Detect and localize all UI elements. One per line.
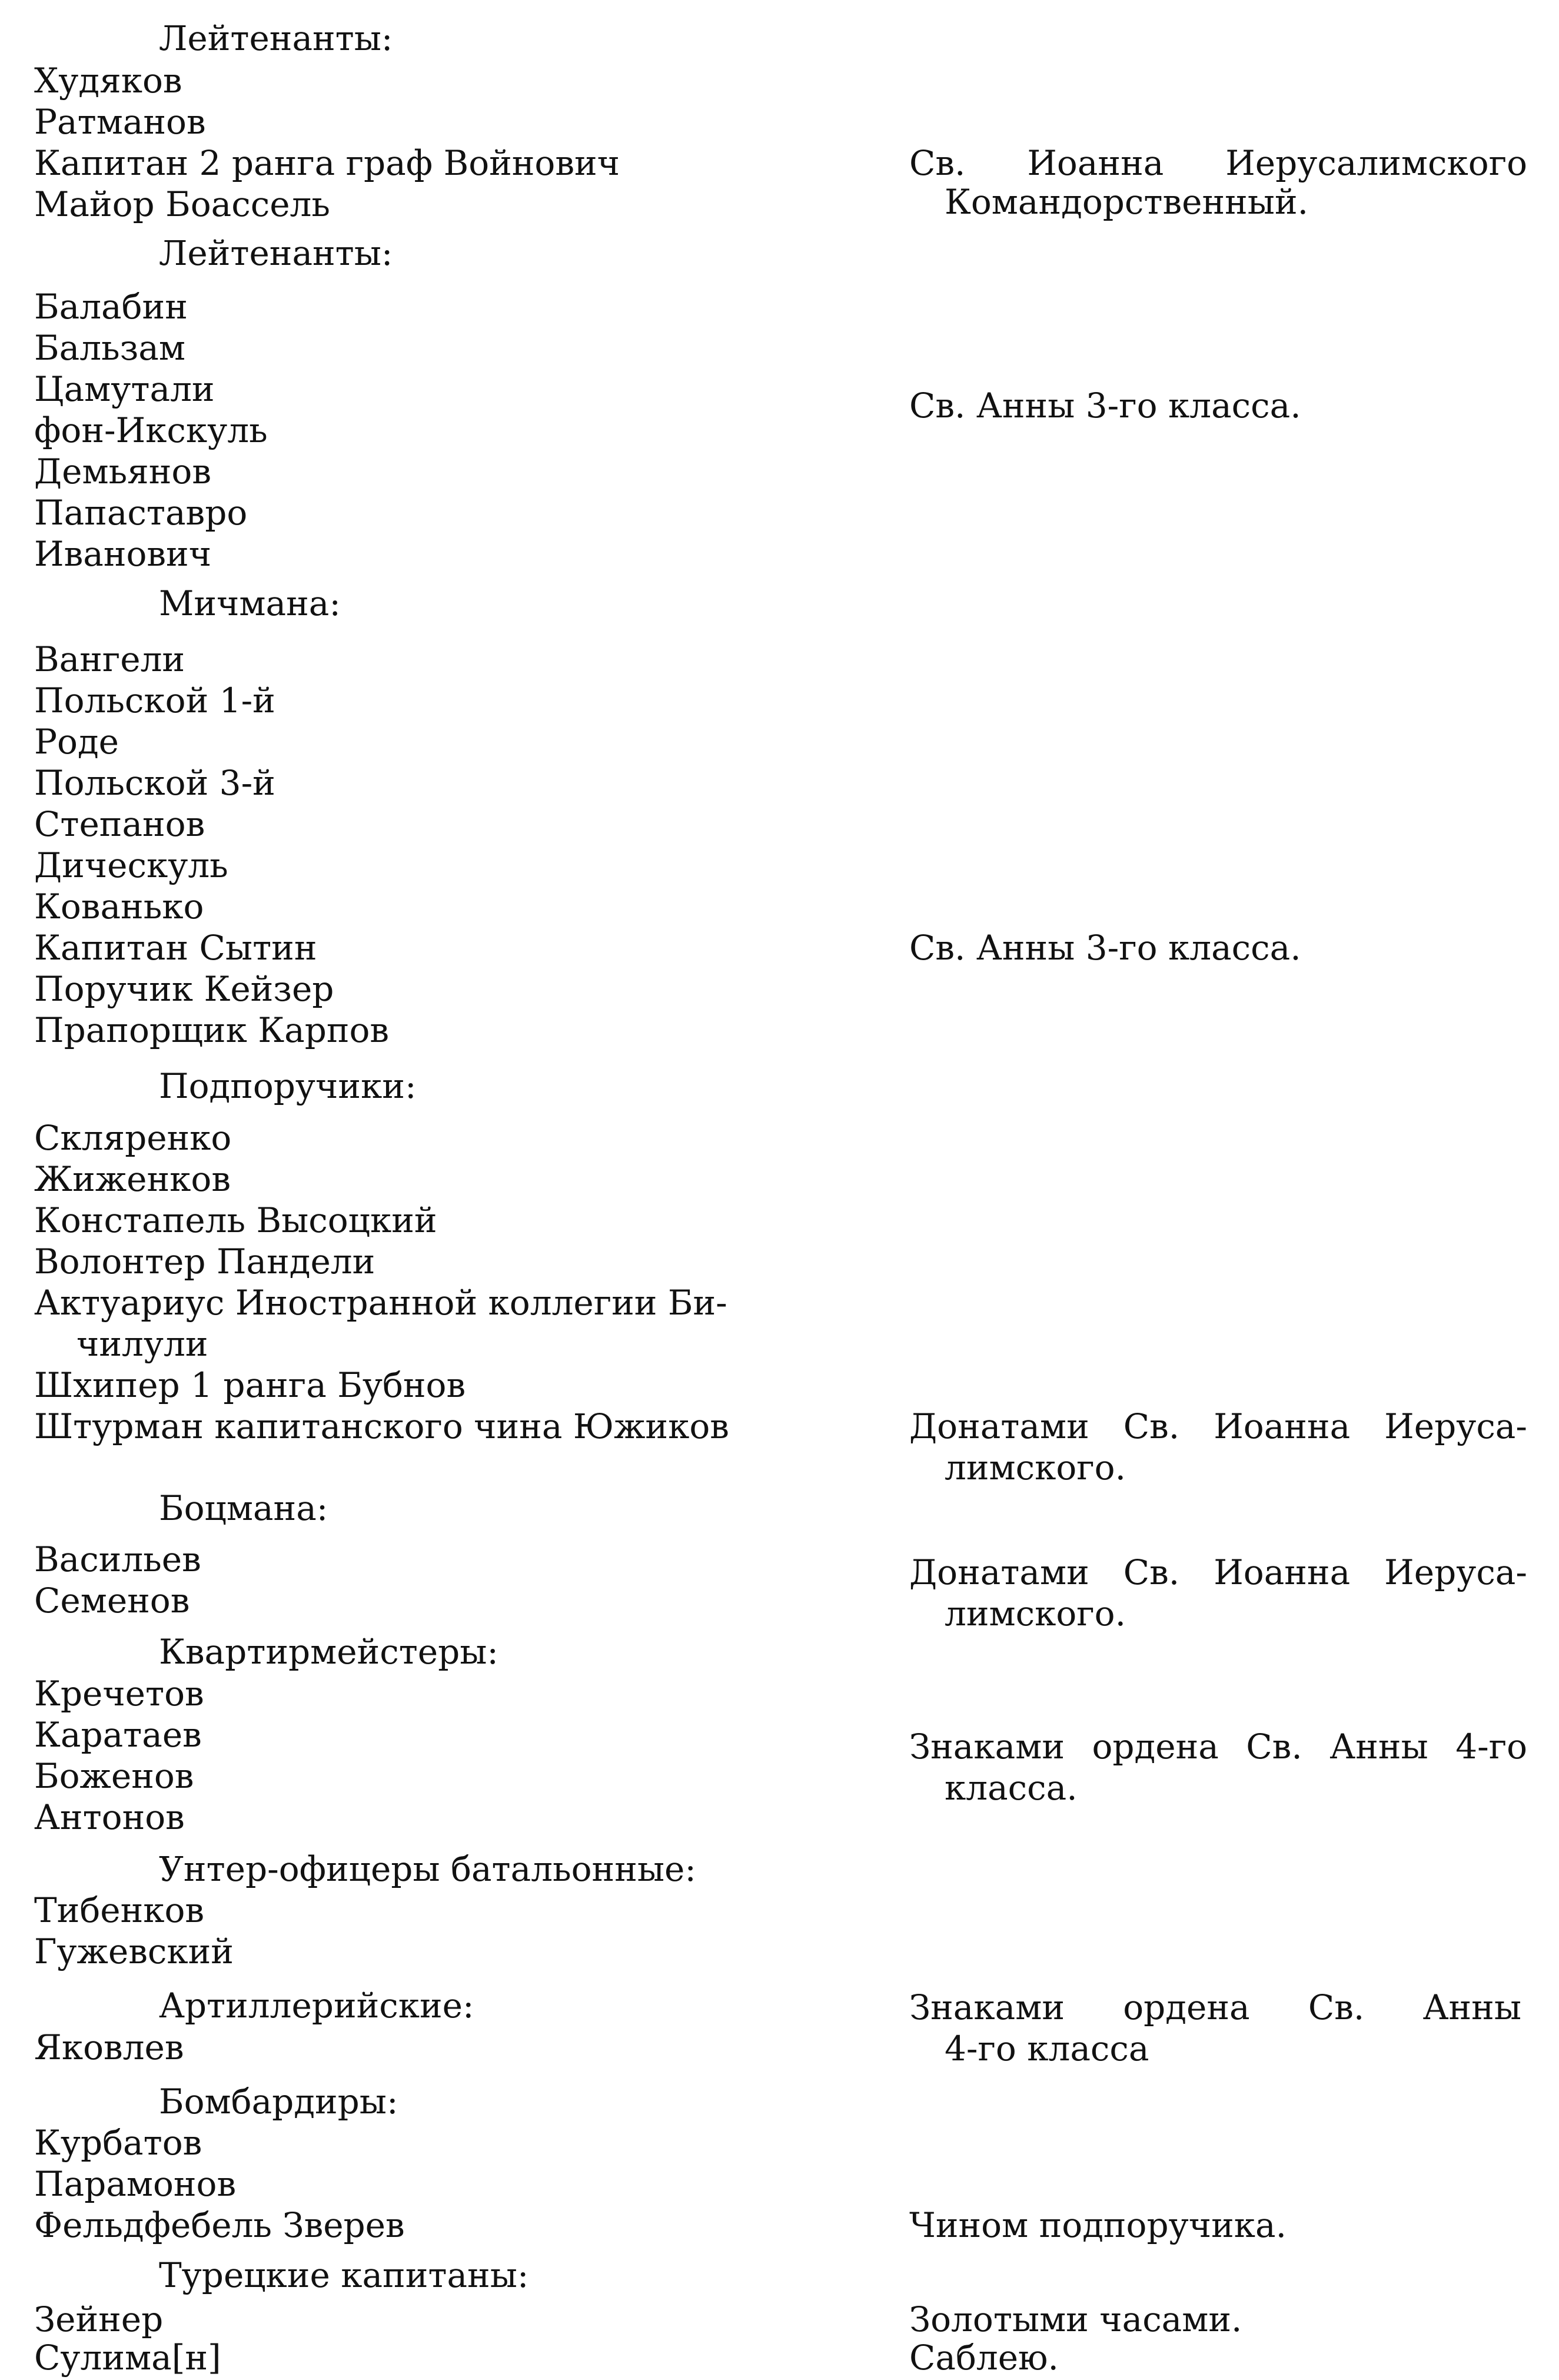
list-item: Бальзам bbox=[34, 328, 185, 368]
award-text: Чином подпоручика. bbox=[909, 2205, 1287, 2245]
list-item: Цамутали bbox=[34, 369, 215, 409]
award-text: класса. bbox=[945, 1768, 1078, 1808]
list-item: Волонтер Пандели bbox=[34, 1242, 375, 1282]
award-text: Св. Анны 3-го класса. bbox=[909, 928, 1301, 968]
award-text: лимского. bbox=[945, 1448, 1126, 1488]
section-heading: Квартирмейстеры: bbox=[159, 1632, 498, 1672]
list-item: Зейнер bbox=[34, 2299, 164, 2339]
list-item: Вангели bbox=[34, 639, 185, 679]
section-heading: Бомбардиры: bbox=[159, 2082, 398, 2122]
award-text: 4-го класса bbox=[945, 2029, 1149, 2069]
list-item: Майор Боассель bbox=[34, 184, 330, 224]
list-item: Скляренко bbox=[34, 1118, 232, 1158]
list-item: Капитан Сытин bbox=[34, 928, 317, 968]
section-heading: Турецкие капитаны: bbox=[159, 2255, 529, 2295]
list-item: Демьянов bbox=[34, 452, 211, 492]
list-item: Прапорщик Карпов bbox=[34, 1010, 390, 1050]
list-item: Худяков bbox=[34, 61, 182, 101]
list-item: Степанов bbox=[34, 804, 205, 844]
list-item: Актуариус Иностранной коллегии Би- bbox=[34, 1283, 727, 1323]
list-item: Гужевский bbox=[34, 1931, 234, 1971]
list-item: Поручик Кейзер bbox=[34, 969, 334, 1009]
list-item: Иванович bbox=[34, 534, 212, 574]
award-text: Св. Иоанна Иерусалимского bbox=[909, 143, 1527, 183]
list-item: Жиженков bbox=[34, 1159, 231, 1199]
list-item: Роде bbox=[34, 722, 119, 762]
list-item: Кованько bbox=[34, 887, 204, 927]
list-item: Курбатов bbox=[34, 2123, 202, 2163]
list-item: Антонов bbox=[34, 1797, 185, 1837]
list-item: Семенов bbox=[34, 1581, 190, 1621]
list-item: Яковлев bbox=[34, 2027, 184, 2067]
award-text: Золотыми часами. bbox=[909, 2299, 1242, 2339]
section-heading: Боцмана: bbox=[159, 1488, 328, 1528]
list-item: Фельдфебель Зверев bbox=[34, 2205, 405, 2245]
list-item: Боженов bbox=[34, 1756, 194, 1796]
section-heading: Артиллерийские: bbox=[159, 1986, 474, 2026]
award-text: Саблею. bbox=[909, 2338, 1059, 2378]
list-item: Польской 3-й bbox=[34, 763, 275, 803]
list-item: Кречетов bbox=[34, 1674, 204, 1714]
list-item: Парамонов bbox=[34, 2164, 237, 2204]
list-item: Капитан 2 ранга граф Войнович bbox=[34, 143, 620, 183]
list-item: Польской 1-й bbox=[34, 681, 275, 721]
list-item: Ратманов bbox=[34, 102, 206, 142]
award-text: Донатами Св. Иоанна Иеруса- bbox=[909, 1552, 1527, 1592]
list-item: Дическуль bbox=[34, 845, 228, 885]
list-item: фон-Икскуль bbox=[34, 410, 268, 450]
section-heading: Унтер-офицеры батальонные: bbox=[159, 1849, 696, 1889]
list-item: Балабин bbox=[34, 287, 188, 327]
section-heading: Лейтенанты: bbox=[159, 233, 393, 273]
award-text: Знаками ордена Св. Анны 4-го bbox=[909, 1727, 1527, 1767]
list-item: Шхипер 1 ранга Бубнов bbox=[34, 1365, 466, 1405]
list-item: Васильев bbox=[34, 1539, 201, 1579]
list-item: чилули bbox=[77, 1324, 208, 1364]
award-text: Донатами Св. Иоанна Иеруса- bbox=[909, 1406, 1527, 1446]
list-item: Сулима[н] bbox=[34, 2338, 221, 2378]
award-text: лимского. bbox=[945, 1594, 1126, 1634]
list-item: Констапель Высоцкий bbox=[34, 1200, 437, 1240]
award-text: Знаками ордена Св. Анны bbox=[909, 1987, 1521, 2027]
list-item: Тибенков bbox=[34, 1890, 205, 1930]
section-heading: Подпоручики: bbox=[159, 1066, 417, 1106]
section-heading: Мичмана: bbox=[159, 583, 341, 623]
section-heading: Лейтенанты: bbox=[159, 18, 393, 58]
award-text: Св. Анны 3-го класса. bbox=[909, 386, 1301, 426]
list-item: Штурман капитанского чина Южиков bbox=[34, 1406, 729, 1446]
list-item: Папаставро bbox=[34, 493, 248, 533]
award-text: Командорственный. bbox=[945, 182, 1309, 222]
list-item: Каратаев bbox=[34, 1715, 202, 1755]
